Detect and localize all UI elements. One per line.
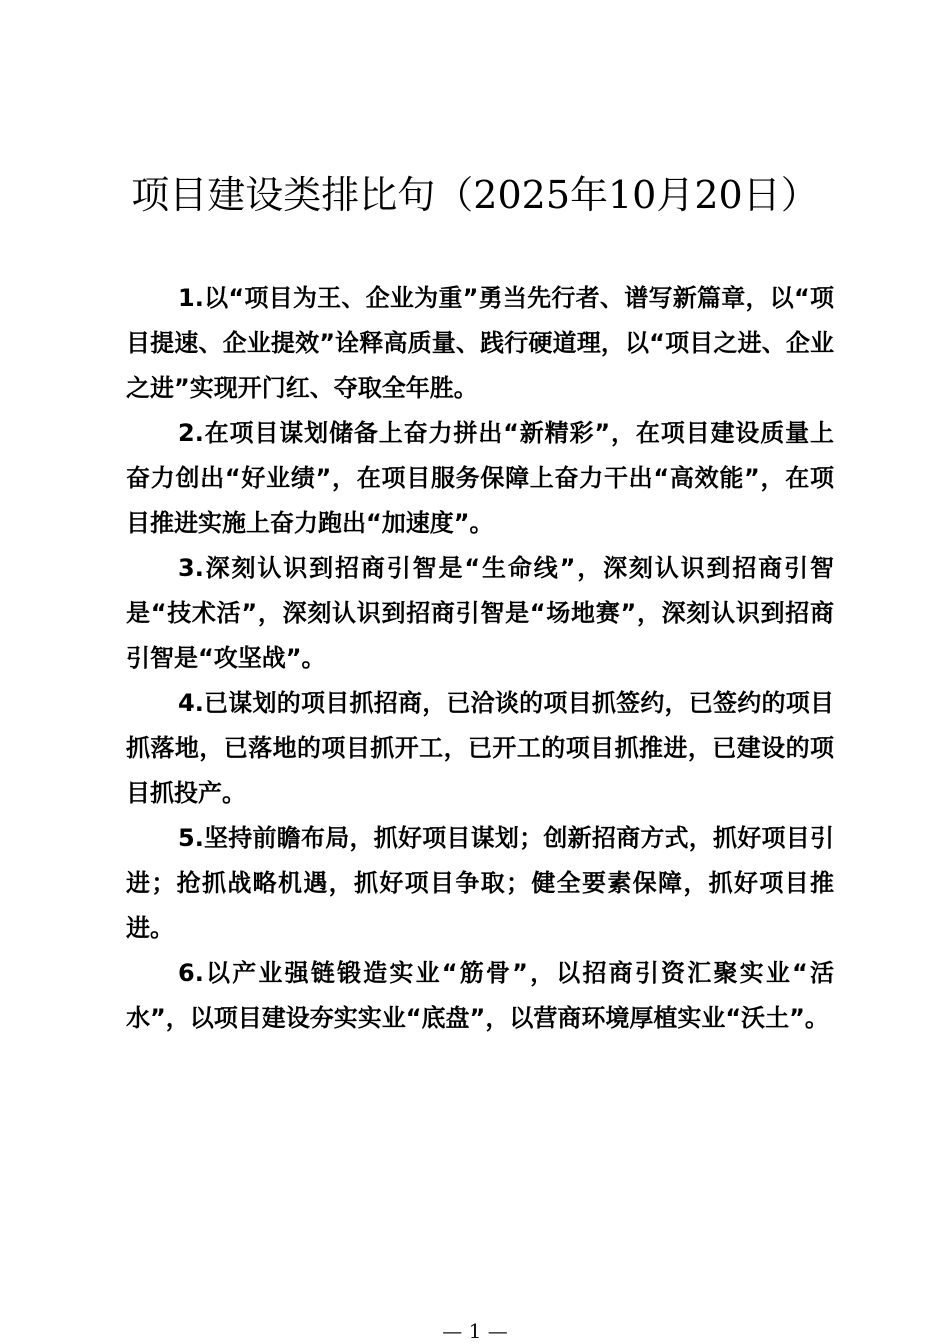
paragraph-2: 2.在项目谋划储备上奋力拼出“新精彩”，在项目建设质量上奋力创出“好业绩”，在项目服务保障上奋力干出“高效能”，在项目推进实施上奋力跑出“加速度”。 — [126, 419, 834, 537]
document-title: 项目建设类排比句（2025年10月20日） — [131, 173, 819, 217]
document-body — [126, 276, 834, 1041]
paragraph-4: 4.已谋划的项目抓招商，已洽谈的项目抓签约，已签约的项目抓落地，已落地的项目抓开工，已开工的项目抓推进，已建设的项目抓投产。 — [126, 689, 834, 807]
paragraph-1: 1.以“项目为王、企业为重”勇当先行者、谱写新篇章，以“项目提速、企业提效”诠释高质量、践行硬道理，以“项目之进、企业之进”实现开门红、夺取全年胜。 — [126, 284, 834, 402]
page-number: — 1 — — [442, 1319, 508, 1343]
paragraph-5: 5.坚持前瞻布局，抓好项目谋划；创新招商方式，抓好项目引进；抢抓战略机遇，抓好项目争取；健全要素保障，抓好项目推进。 — [126, 824, 834, 942]
paragraph-6: 6.以产业强链锻造实业“筋骨”，以招商引资汇聚实业“活水”，以项目建设夯实实业“底盘”，以营商环境厚植实业“沃土”。 — [126, 959, 834, 1032]
paragraph-3: 3.深刻认识到招商引智是“生命线”，深刻认识到招商引智是“技术活”，深刻认识到招商引智是“场地赛”，深刻认识到招商引智是“攻坚战”。 — [126, 554, 834, 672]
